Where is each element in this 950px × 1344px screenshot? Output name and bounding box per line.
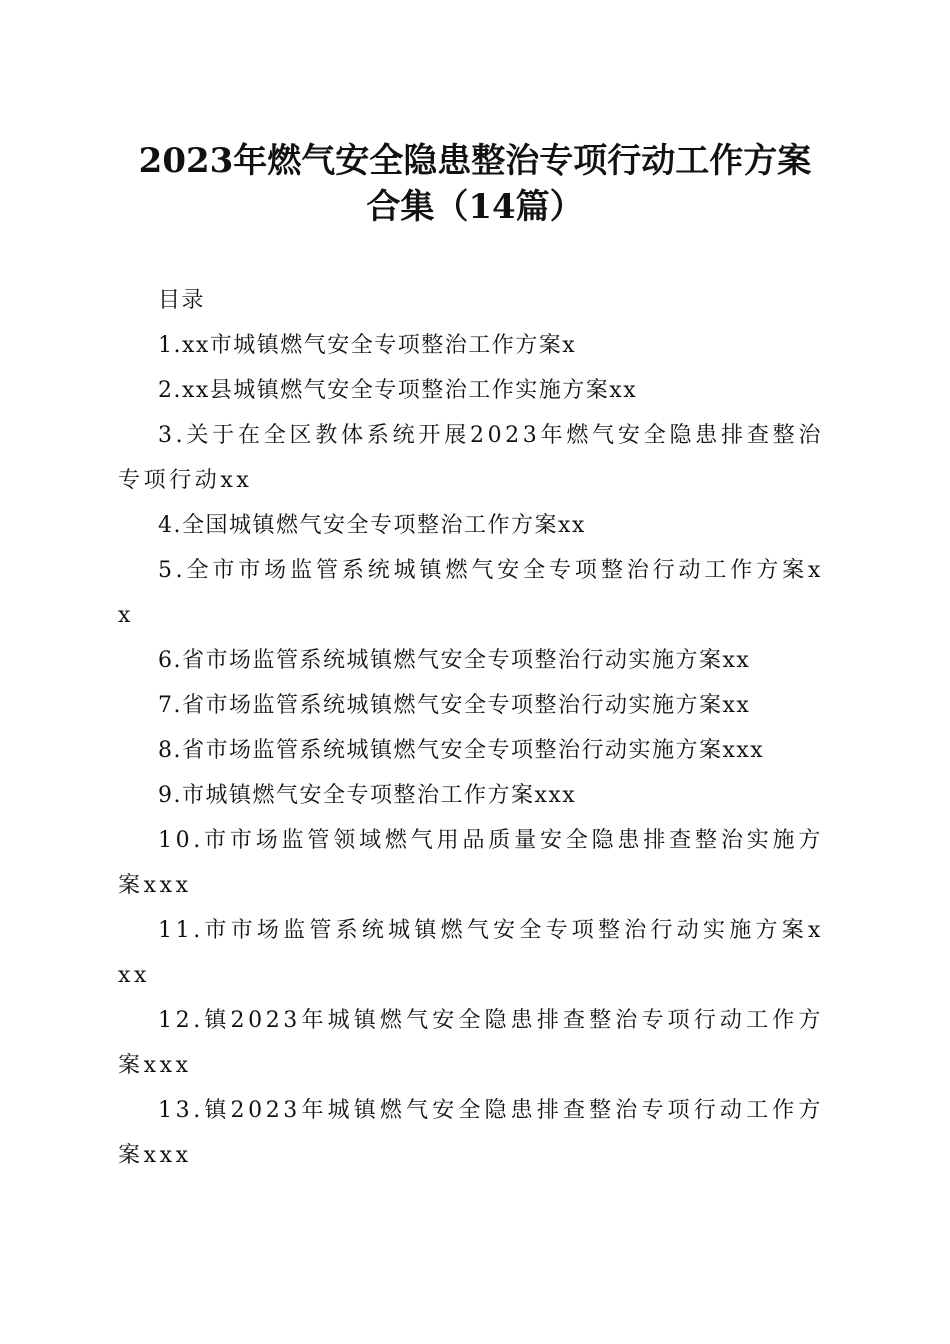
toc-item: 9.市城镇燃气安全专项整治工作方案xxx [158, 783, 577, 808]
toc-item: 4.全国城镇燃气安全专项整治工作方案xx [158, 513, 586, 538]
toc-item: 1.xx市城镇燃气安全专项整治工作方案x [158, 333, 577, 358]
toc-heading: 目录 [158, 288, 206, 313]
toc-item: 13.镇2023年城镇燃气安全隐患排查整治专项行动工作方案xxx [118, 1098, 824, 1168]
toc-item: 2.xx县城镇燃气安全专项整治工作实施方案xx [158, 378, 638, 403]
toc-item: 11.市市场监管系统城镇燃气安全专项整治行动实施方案xxx [118, 918, 824, 988]
toc-item: 8.省市场监管系统城镇燃气安全专项整治行动实施方案xxx [158, 738, 765, 763]
toc-item: 6.省市场监管系统城镇燃气安全专项整治行动实施方案xx [158, 648, 751, 673]
toc-item: 10.市市场监管领域燃气用品质量安全隐患排查整治实施方案xxx [118, 828, 824, 898]
toc-item: 3.关于在全区教体系统开展2023年燃气安全隐患排查整治专项行动xx [118, 423, 824, 493]
document-title [100, 138, 850, 230]
toc-item: 12.镇2023年城镇燃气安全隐患排查整治专项行动工作方案xxx [118, 1008, 824, 1078]
table-of-contents [118, 278, 824, 1178]
toc-item: 5.全市市场监管系统城镇燃气安全专项整治行动工作方案xx [118, 558, 824, 628]
title-line-1: 2023年燃气安全隐患整治专项行动工作方案 [138, 141, 812, 181]
toc-item: 7.省市场监管系统城镇燃气安全专项整治行动实施方案xx [158, 693, 751, 718]
title-line-2: 合集（14篇） [366, 187, 584, 227]
